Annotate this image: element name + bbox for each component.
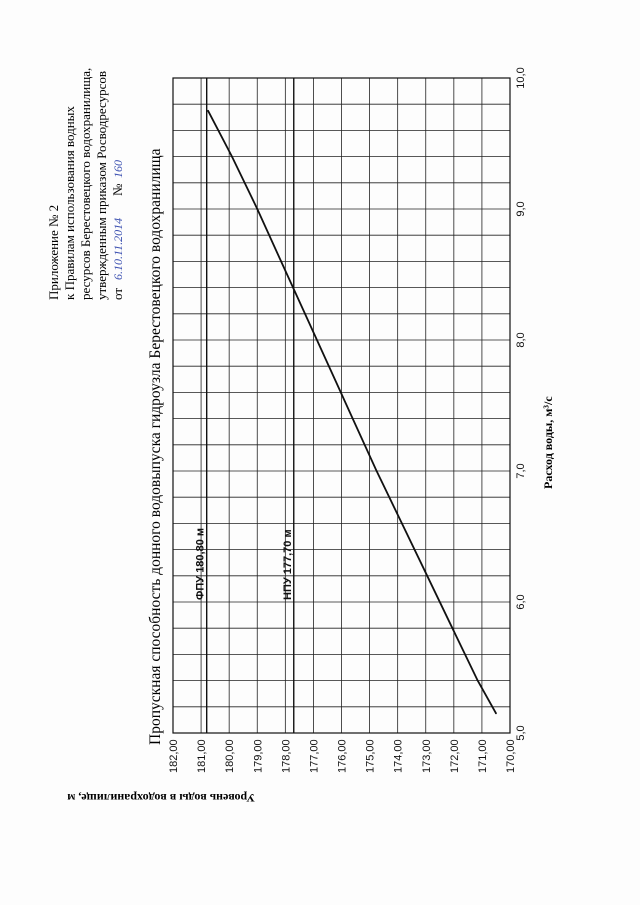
y-tick-label-5: 177,00 (308, 739, 321, 773)
y-tick-label-6: 176,00 (336, 739, 349, 773)
x-tick-label-3: 8,0 (515, 332, 527, 348)
vertical-gridlines (173, 78, 510, 733)
chart-title: Пропускная способность донного водовыпуска гидроузла Берестовецкого водохранилища (147, 148, 164, 745)
series-point-9 (280, 261, 282, 263)
x-axis-title: Расход воды, м³/с (541, 396, 555, 489)
appendix-number-handwritten: 160 (111, 160, 125, 178)
y-tick-label-11: 171,00 (476, 739, 489, 773)
water-level-tick-labels (168, 739, 517, 773)
plot-area (173, 78, 510, 733)
y-tick-label-12: 170,00 (505, 739, 517, 773)
appendix-line-4: утвержденным приказом Росводресурсов (94, 71, 109, 300)
series-point-7 (328, 365, 330, 367)
series-point-2 (452, 627, 454, 629)
x-tick-label-4: 9,0 (515, 201, 527, 217)
y-tick-label-3: 179,00 (252, 739, 265, 773)
appendix-line-2: к Правилам использования водных (62, 106, 77, 300)
x-tick-label-0: 5,0 (515, 725, 527, 741)
y-tick-label-2: 180,00 (224, 739, 237, 773)
series-point-3 (426, 575, 428, 577)
discharge-tick-labels (515, 67, 527, 740)
series-line-discharge-capacity (208, 111, 496, 714)
level-markers (195, 78, 294, 733)
appendix-line-3: ресурсов Берестовецкого водохранилища, (78, 67, 93, 300)
series-point-0 (495, 712, 497, 714)
series-point-4 (401, 523, 403, 525)
series-point-1 (477, 680, 479, 682)
appendix-number-prefix: № (110, 183, 125, 196)
chart-title-group (147, 148, 164, 745)
series-point-12 (207, 110, 209, 112)
y-tick-label-8: 174,00 (392, 739, 405, 773)
x-tick-label-2: 7,0 (515, 463, 527, 479)
appendix-line-5 (110, 160, 125, 300)
series-point-5 (376, 470, 378, 472)
series-point-10 (256, 208, 258, 210)
appendix-line-1: Приложение № 2 (46, 204, 61, 300)
fpu-level-label: ФПУ 180,80 м (194, 527, 207, 600)
y-tick-label-10: 172,00 (448, 739, 461, 773)
y-axis-title: Уровень воды в водохранилище, м (67, 791, 255, 805)
y-tick-label-9: 173,00 (420, 739, 433, 773)
appendix-date-prefix: от (110, 287, 125, 300)
y-tick-label-4: 178,00 (280, 739, 293, 773)
series-point-11 (231, 156, 233, 158)
appendix-date-handwritten: 6.10.11.2014 (111, 217, 125, 280)
y-tick-label-7: 175,00 (364, 739, 377, 773)
series-points (207, 110, 497, 714)
npu-level-label: НПУ 177,70 м (281, 529, 294, 600)
y-tick-label-1: 181,00 (196, 739, 209, 773)
series-point-6 (352, 418, 354, 420)
series-point-8 (304, 313, 306, 315)
appendix-note (46, 68, 125, 300)
y-tick-label-0: 182,00 (168, 739, 180, 773)
x-tick-label-1: 6,0 (515, 594, 527, 610)
x-tick-label-5: 10,0 (515, 67, 527, 89)
